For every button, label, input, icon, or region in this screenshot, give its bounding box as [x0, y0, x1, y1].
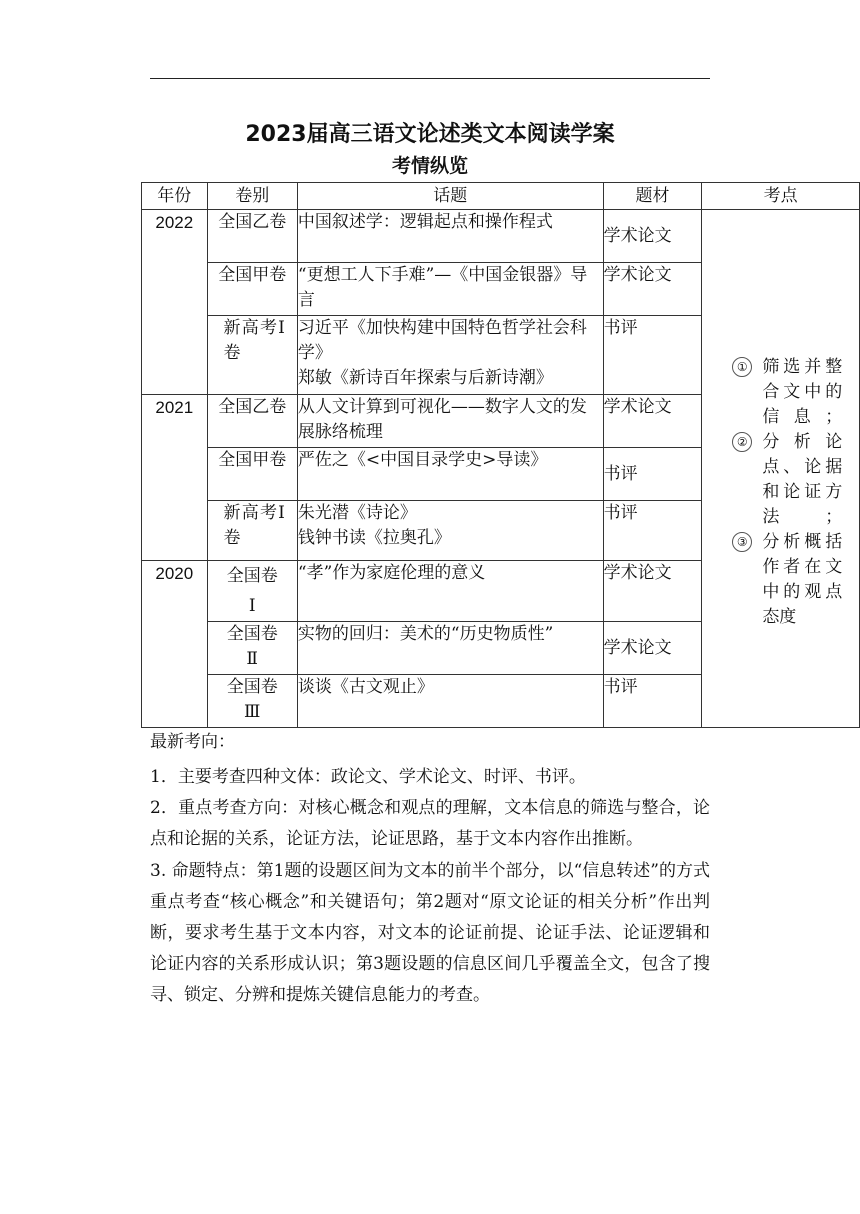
juan-cell: 全国乙卷: [207, 395, 297, 448]
juan-cell: 全国乙卷: [207, 210, 297, 263]
topic-line: 朱光潜《诗论》: [297, 503, 417, 523]
table-header-row: [142, 183, 860, 210]
header-juan: 卷别: [207, 183, 297, 210]
juan-cell: 新高考Ⅰ卷: [207, 316, 297, 395]
juan-cell: 全国甲卷: [207, 263, 297, 316]
table-row: [142, 210, 860, 263]
trends-label: 最新考向：: [150, 732, 235, 752]
trend-item: 3. 命题特点：第1题的设题区间为文本的前半个部分，以“信息转述”的方式重点考查“核心概念”和关键语句；第2题对“原文论证的相关分析”作出判断，要求考生基于文本内容，对文本的论证前提、论证手法、论证逻辑和论证内容的关系形成认识；第3题设题的信息区间几乎覆盖全文，包含了搜寻、锁定、分辨和提炼关键信息能力的考查。: [150, 860, 710, 1006]
document-subtitle: [0, 153, 860, 179]
exam-point-item: [732, 430, 842, 530]
topic-line: 郑敏《新诗百年探索与后新诗潮》: [297, 368, 553, 388]
juan-cell: 全国卷Ⅲ: [207, 675, 297, 728]
topic-cell: [297, 316, 603, 395]
material-cell: 书评: [603, 316, 702, 395]
juan-cell: 全国卷Ⅱ: [207, 622, 297, 675]
exam-point-item: [732, 530, 842, 630]
circled-number: ③: [732, 532, 752, 552]
material-cell: 书评: [603, 501, 702, 561]
exam-table: [141, 182, 860, 728]
year-cell: 2022: [142, 210, 208, 395]
header-exam-point: 考点: [702, 183, 860, 210]
exam-point-list: [732, 355, 842, 630]
header-year: 年份: [142, 183, 208, 210]
material-cell: 书评: [603, 675, 702, 728]
exam-point-item: [732, 355, 842, 430]
topic-line: 习近平《加快构建中国特色哲学社会科学》: [297, 318, 587, 363]
topic-cell: “孝”作为家庭伦理的意义: [297, 561, 603, 622]
topic-cell: [297, 501, 603, 561]
circled-number: ①: [732, 357, 752, 377]
topic-cell: 中国叙述学：逻辑起点和操作程式: [297, 210, 603, 263]
trend-item: 1．主要考查四种文体：政论文、学术论文、时评、书评。: [150, 767, 586, 787]
material-cell: 学术论文: [603, 210, 702, 263]
material-cell: 书评: [603, 448, 702, 501]
juan-cell: 全国卷Ⅰ: [207, 561, 297, 622]
material-cell: 学术论文: [603, 263, 702, 316]
trend-item: 2．重点考查方向：对核心概念和观点的理解，文本信息的筛选与整合，论点和论据的关系，论证方法，论证思路，基于文本内容作出推断。: [150, 798, 710, 850]
topic-cell: 从人文计算到可视化——数字人文的发展脉络梳理: [297, 395, 603, 448]
exam-point-text: 分析论点、论据和论证方法；: [762, 432, 843, 527]
topic-cell: “更想工人下手难”—《中国金银器》导言: [297, 263, 603, 316]
trends-list: [150, 762, 710, 1012]
topic-cell: 实物的回归：美术的“历史物质性”: [297, 622, 603, 675]
subtitle-text: 考情纵览: [391, 155, 468, 177]
topic-cell: 谈谈《古文观止》: [297, 675, 603, 728]
year-cell: 2021: [142, 395, 208, 561]
header-material: 题材: [603, 183, 702, 210]
year-cell: 2020: [142, 561, 208, 728]
header-topic: 话题: [297, 183, 603, 210]
exam-point-text: 分析概括作者在文中的观点态度: [762, 532, 843, 627]
juan-cell: 新高考Ⅰ卷: [207, 501, 297, 561]
header-rule: [150, 78, 710, 79]
material-cell: 学术论文: [603, 395, 702, 448]
document-title: 2023届高三语文论述类文本阅读学案: [245, 122, 615, 147]
juan-cell: 全国甲卷: [207, 448, 297, 501]
exam-point-cell: [702, 210, 860, 728]
circled-number: ②: [732, 432, 752, 452]
topic-line: 钱钟书读《拉奥孔》: [297, 528, 451, 548]
topic-cell: 严佐之《<中国目录学史>导读》: [297, 448, 603, 501]
exam-point-text: 筛选并整合文中的信息；: [762, 357, 843, 427]
material-cell: 学术论文: [603, 561, 702, 622]
material-cell: 学术论文: [603, 622, 702, 675]
